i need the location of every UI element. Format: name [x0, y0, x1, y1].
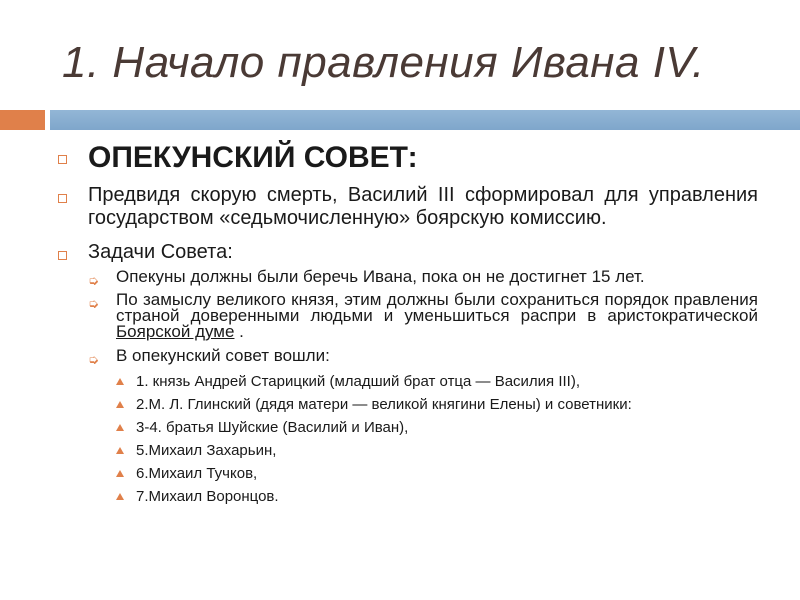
sub-bullet-item — [88, 346, 758, 367]
arrow-bullet-icon: ➭ — [88, 273, 99, 288]
accent-bar-blue — [50, 110, 800, 130]
triangle-bullet-icon — [116, 401, 124, 408]
slide-title: 1. Начало правления Ивана IV. — [62, 38, 705, 87]
member-item — [116, 487, 758, 506]
triangle-bullet-icon — [116, 493, 124, 500]
boyar-duma-link[interactable]: Боярской думе — [116, 322, 235, 341]
slide-content — [58, 138, 758, 510]
triangle-bullet-icon — [116, 424, 124, 431]
bullet-item — [58, 241, 758, 264]
paragraph-text: Предвидя скорую смерть, Василий III сформировал для управления государством «седьмочисленную» боярскую комиссию. — [88, 184, 758, 229]
member-text: 3-4. братья Шуйские (Василий и Иван), — [136, 419, 409, 436]
sub-bullet-text: В опекунский совет вошли: — [116, 346, 330, 365]
sub-bullet-item — [88, 292, 758, 340]
sub-bullet-text — [116, 292, 758, 340]
member-text: 2.М. Л. Глинский (дядя матери — великой княгини Елены) и советники: — [136, 396, 632, 413]
member-text: 7.Михаил Воронцов. — [136, 488, 279, 505]
triangle-bullet-icon — [116, 378, 124, 385]
square-bullet-icon — [58, 194, 67, 203]
member-text: 6.Михаил Тучков, — [136, 465, 258, 482]
member-item — [116, 418, 758, 437]
sub-bullet-text-main: По замыслу великого князя, этим должны были сохраниться порядок правления страной доверенными людьми и уменьшиться распри в аристократической — [116, 290, 758, 325]
triangle-bullet-icon — [116, 447, 124, 454]
paragraph-text: Задачи Совета: — [88, 241, 233, 263]
triangle-bullet-icon — [116, 470, 124, 477]
member-item — [116, 464, 758, 483]
sub-bullet-item — [88, 267, 758, 288]
sub-bullet-text-end: . — [234, 322, 244, 341]
member-text: 1. князь Андрей Старицкий (младший брат отца — Василия III), — [136, 373, 581, 390]
member-item — [116, 372, 758, 391]
heading-item — [58, 138, 758, 178]
arrow-bullet-icon: ➭ — [88, 352, 99, 367]
square-bullet-icon — [58, 251, 67, 260]
arrow-bullet-icon: ➭ — [88, 296, 99, 311]
member-item — [116, 441, 758, 460]
member-text: 5.Михаил Захарьин, — [136, 442, 277, 459]
sub-bullet-text: Опекуны должны были беречь Ивана, пока он не достигнет 15 лет. — [116, 267, 645, 286]
square-bullet-icon — [58, 155, 67, 164]
section-heading: ОПЕКУНСКИЙ СОВЕТ: — [88, 141, 418, 174]
bullet-item — [58, 184, 758, 230]
accent-bar-orange — [0, 110, 45, 130]
member-item — [116, 395, 758, 414]
